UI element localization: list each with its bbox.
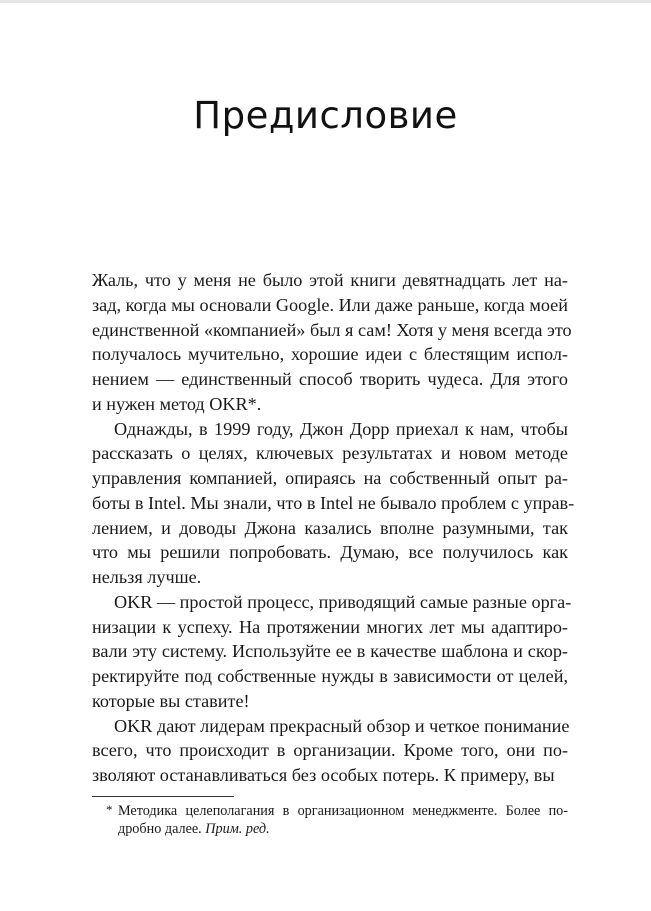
text-line: зволяют останавливаться без особых потерь. К примеру, вы	[92, 765, 555, 785]
body-text	[92, 268, 575, 788]
text-line: нением — единственный способ творить чудеса. Для этого	[92, 369, 568, 389]
text-line: Жаль, что у меня не было этой книги девятнадцать лет на-	[92, 270, 568, 290]
text-line: что мы решили попробовать. Думаю, все получилось как	[92, 542, 568, 563]
footnote-line	[118, 820, 568, 838]
text-line: управления компанией, опираясь на собственный опыт ра-	[92, 468, 568, 488]
footnote-text: дробно далее.	[118, 821, 206, 837]
text-line: Однажды, в 1999 году, Джон Дорр приехал к нам, чтобы	[114, 418, 568, 439]
footnote-divider	[92, 796, 234, 797]
text-line: нельзя лучше.	[92, 567, 202, 587]
paragraph	[92, 417, 575, 590]
text-line: которые вы ставите!	[92, 690, 250, 711]
paragraph	[92, 714, 568, 788]
text-line: боты в Intel. Мы знали, что в Intel не бывало проблем с управ-	[92, 492, 575, 513]
text-line: единственной «компанией» был я сам! Хотя у меня всегда это	[92, 319, 572, 340]
text-line: OKR — простой процесс, приводящий самые разные орга-	[114, 591, 572, 612]
footnote	[92, 802, 568, 838]
text-line: вали эту систему. Используйте ее в качестве шаблона и скор-	[92, 641, 568, 662]
text-line: низации к успеху. На протяжении многих лет мы адаптиро-	[92, 616, 568, 637]
page-title: Предисловие	[193, 94, 458, 137]
paragraph	[92, 590, 572, 714]
text-line: получалось мучительно, хорошие идеи с блестящим испол-	[92, 344, 568, 365]
footnote-line: Методика целеполагания в организационном менеджменте. Более по-	[118, 803, 568, 819]
page-top-edge	[0, 0, 651, 3]
text-line: рассказать о целях, ключевых результатах и новом методе	[92, 443, 568, 464]
text-line: всего, что происходит в организации. Кроме того, они по-	[92, 740, 568, 761]
footnote-marker: *	[106, 802, 113, 817]
paragraph	[92, 268, 572, 417]
text-line: и нужен метод OKR*.	[92, 393, 262, 414]
editor-note: Прим. ред.	[205, 821, 270, 837]
text-line: ректируйте под собственные нужды в зависимости от целей,	[92, 666, 568, 686]
text-line: зад, когда мы основали Google. Или даже раньше, когда моей	[92, 294, 568, 315]
text-line: лением, и доводы Джона казались вполне разумными, так	[92, 517, 568, 538]
text-line: OKR дают лидерам прекрасный обзор и четкое понимание	[114, 715, 570, 736]
